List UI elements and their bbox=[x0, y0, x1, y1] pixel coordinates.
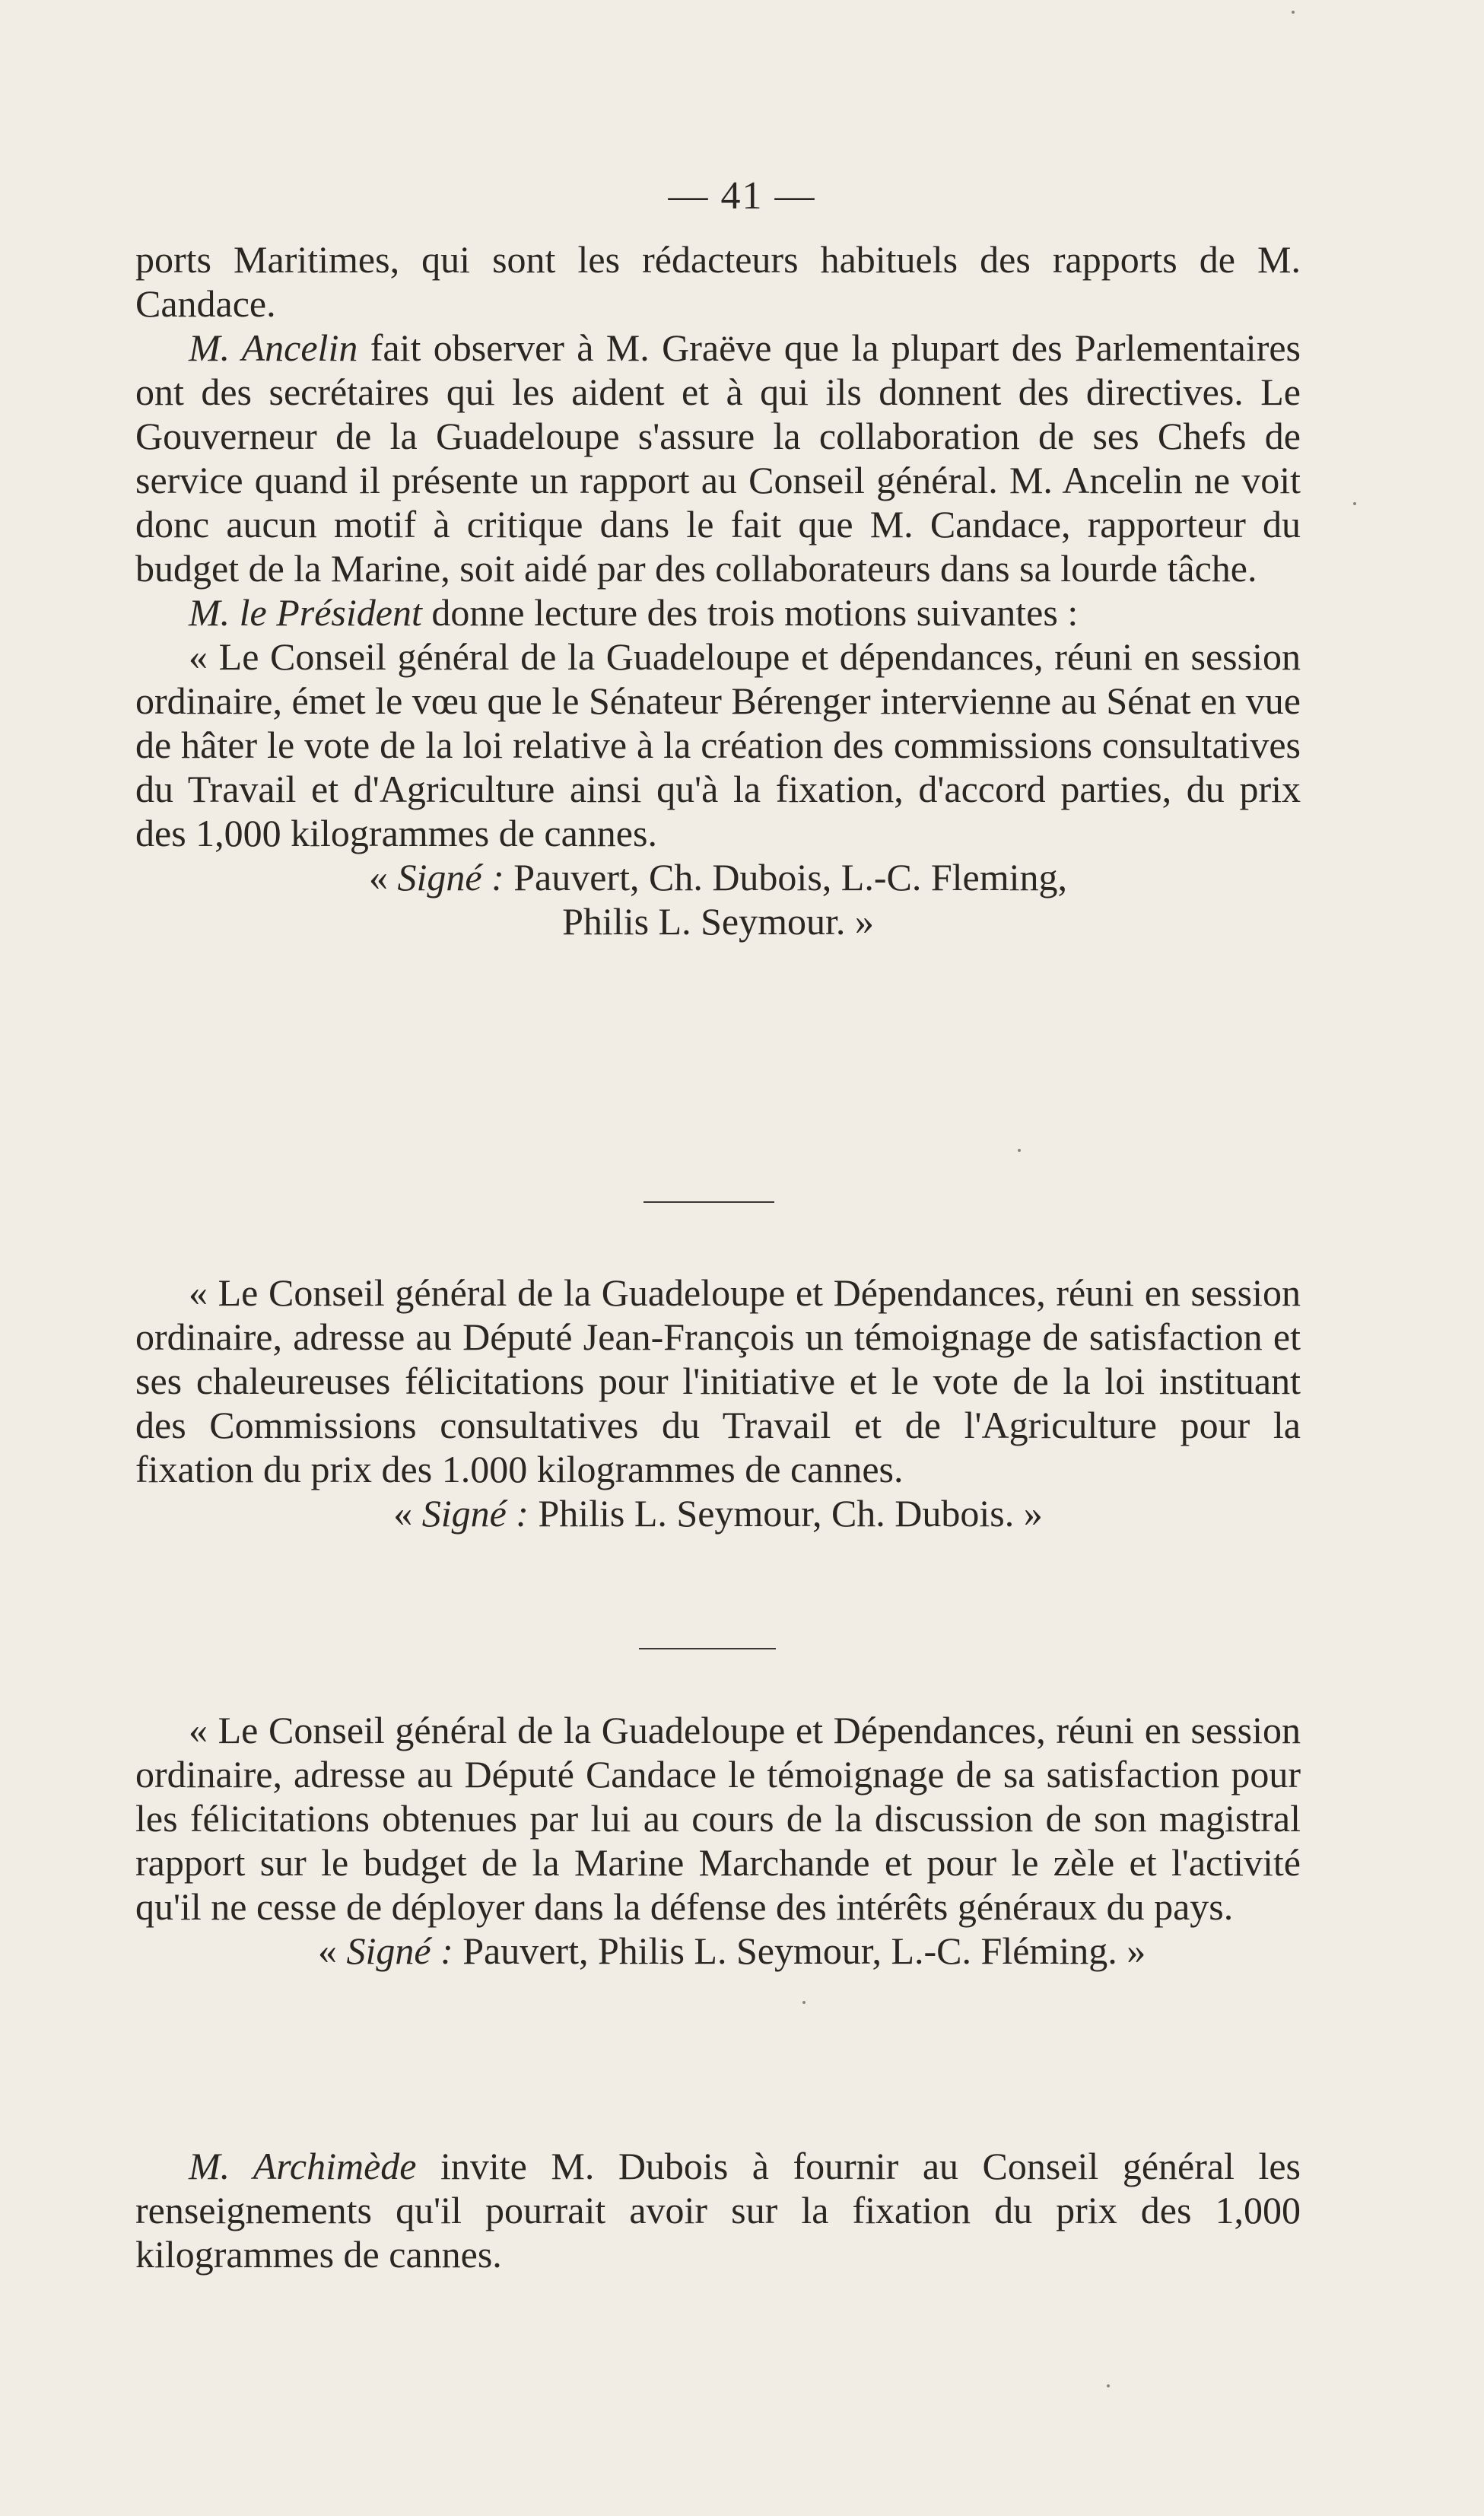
paper-speck bbox=[1018, 1149, 1021, 1152]
signature-names: Philis L. Seymour, Ch. Dubois. » bbox=[528, 1492, 1043, 1535]
paper-speck bbox=[1353, 502, 1356, 505]
paragraph-ancelin bbox=[135, 326, 1301, 590]
text-block-debate bbox=[135, 237, 1301, 943]
text-block-motion-2 bbox=[135, 1271, 1301, 1535]
separator-rule bbox=[643, 1201, 774, 1203]
signature-label: Signé : bbox=[397, 856, 504, 899]
speaker-name: M. le Président bbox=[189, 591, 422, 634]
motion-1-signature-cont: Philis L. Seymour. » bbox=[562, 900, 874, 943]
page-number: — 41 — bbox=[668, 174, 816, 218]
speaker-name: M. Archimède bbox=[189, 2145, 417, 2187]
paper-speck bbox=[802, 2001, 806, 2004]
signature-names: Pauvert, Philis L. Seymour, L.-C. Fléming. » bbox=[453, 1929, 1146, 1972]
separator-rule bbox=[639, 1648, 776, 1649]
paragraph-archimede bbox=[135, 2144, 1301, 2276]
text-block-motion-3 bbox=[135, 1708, 1301, 1973]
paragraph-continuation: ports Maritimes, qui sont les rédacteurs habituels des rapports de M. Candace. bbox=[135, 238, 1301, 325]
motion-1-signature: « Signé : Pauvert, Ch. Dubois, L.-C. Fleming, bbox=[369, 856, 1067, 899]
motion-1: « Le Conseil général de la Guadeloupe et dépendances, réuni en session ordinaire, émet le vœu que le Sénateur Bérenger intervienne au Sénat en vue de hâter le vote de la loi relative à la création des commissions consultatives du Travail et d'Agriculture ainsi qu'à la fixation, d'accord parties, du prix des 1,000 kilogrammes de cannes. bbox=[135, 635, 1301, 854]
motion-2-signature: « Signé : Philis L. Seymour, Ch. Dubois. » bbox=[393, 1492, 1043, 1535]
motion-2: « Le Conseil général de la Guadeloupe et Dépendances, réuni en session ordinaire, adresse au Député Jean-François un témoignage de satisfaction et ses chaleureuses félicitations pour l'initiative et le vote de la loi instituant des Commissions consultatives du Travail et de l'Agriculture pour la fixation du prix des 1.000 kilogrammes de cannes. bbox=[135, 1271, 1301, 1490]
paragraph-text: donne lecture des trois motions suivantes : bbox=[421, 591, 1079, 634]
signature-label: Signé : bbox=[421, 1492, 529, 1535]
signature-names: Pauvert, Ch. Dubois, L.-C. Fleming, bbox=[504, 856, 1067, 899]
paragraph-text: fait observer à M. Graëve que la plupart des Parlementaires ont des secrétaires qui les aident et à qui ils donnent des directives. Le Gouverneur de la Guadeloupe s'assure la collaboration de ses Chefs de service quand il présente un rapport au Conseil général. M. Ancelin ne voit donc aucun motif à critique dans le fait que M. Candace, rapporteur du budget de la Marine, soit aidé par des collaborateurs dans sa lourde tâche. bbox=[135, 326, 1301, 590]
signature-label: Signé : bbox=[346, 1929, 453, 1972]
paper-speck bbox=[1107, 2384, 1110, 2387]
text-block-archimede bbox=[135, 2144, 1301, 2276]
paragraph-text: invite M. Dubois à fournir au Conseil général les renseignements qu'il pourrait avoir sur la fixation du prix des 1,000 kilogrammes de cannes. bbox=[135, 2145, 1301, 2276]
paragraph-president bbox=[135, 590, 1301, 635]
paper-speck bbox=[1292, 11, 1295, 14]
motion-3-signature: « Signé : Pauvert, Philis L. Seymour, L.-C. Fléming. » bbox=[318, 1929, 1146, 1972]
speaker-name: M. Ancelin bbox=[189, 326, 358, 369]
motion-3: « Le Conseil général de la Guadeloupe et Dépendances, réuni en session ordinaire, adresse au Député Candace le témoignage de sa satisfaction pour les félicitations obtenues par lui au cours de la discussion de son magistral rapport sur le budget de la Marine Marchande et pour le zèle et l'activité qu'il ne cesse de déployer dans la défense des intérêts généraux du pays. bbox=[135, 1709, 1301, 1928]
